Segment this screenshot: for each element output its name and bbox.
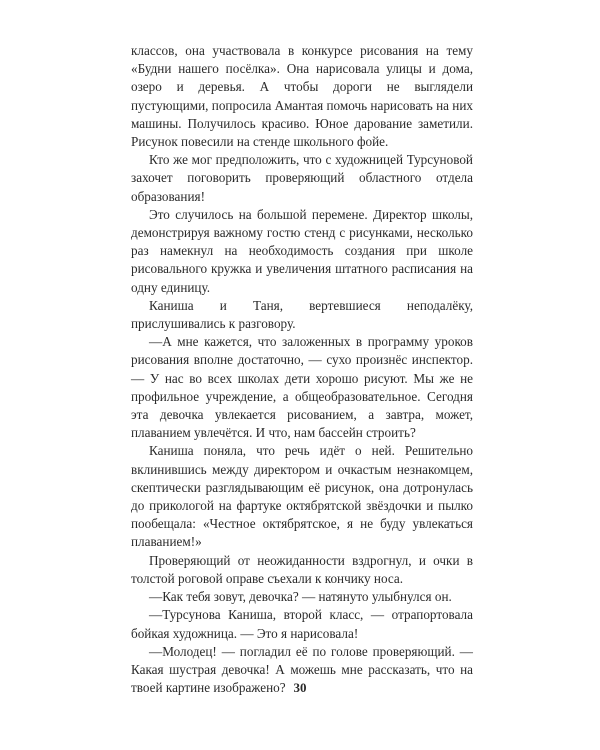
paragraph: —А мне кажется, что заложенных в программу уроков рисования вполне достаточно, — сухо произнёс инспектор. — У нас во всех школах дети хорошо рисуют. Мы же не профильное учреждение, а общеобразовательное. Сегодня эта девочка увлекается рисованием, а завтра, может, плаванием увлечётся. И что, нам бассейн строить? — [131, 334, 473, 441]
paragraph: Каниша поняла, что речь идёт о ней. Решительно вклинившись между директором и очкастым незнакомцем, скептически разглядывающим её рисунок, она дотронулась до прикологой на фартуке октябрятской звёздочки и пылко пообещала: «Честное октябрятское, я не буду увлекаться плаванием!» — [131, 443, 473, 550]
paragraph: Каниша и Таня, вертевшиеся неподалёку, прислушивались к разговору. — [131, 297, 473, 332]
paragraph: Это случилось на большой перемене. Директор школы, демонстрируя важному гостю стенд с рисунками, несколько раз намекнул на необходимость создания при школе рисовального кружка и увеличения штатного расписания на одну единицу. — [131, 206, 473, 295]
paragraph: —Молодец! — погладил её по голове проверяющий. — Какая шустрая девочка! А можешь мне рассказать, что на твоей картине изображено? — [131, 643, 473, 696]
paragraph: —Турсунова Каниша, второй класс, — отрапортовала бойкая художница. — Это я нарисовала! — [131, 607, 473, 641]
paragraph: Проверяющий от неожиданности вздрогнул, и очки в толстой роговой оправе съехали к кончику носа. — [131, 552, 473, 586]
paragraph: —Как тебя зовут, девочка? — натянуто улыбнулся он. — [149, 589, 452, 605]
paragraph: классов, она участвовала в конкурсе рисования на тему «Будни нашего посёлка». Она нарисовала улицы и дома, озеро и деревья. А чтобы дороги не выглядели пустующими, попросила Амантая помочь нарисовать на них машины. Получилось красиво. Юное дарование заметили. Рисунок повесили на стенде школьного фойе. — [131, 43, 473, 150]
page-number: 30 — [293, 680, 307, 695]
paragraph: Кто же мог предположить, что с художницей Турсуновой захочет поговорить проверяющий областного отдела образования! — [131, 152, 473, 204]
body-text — [131, 42, 473, 697]
